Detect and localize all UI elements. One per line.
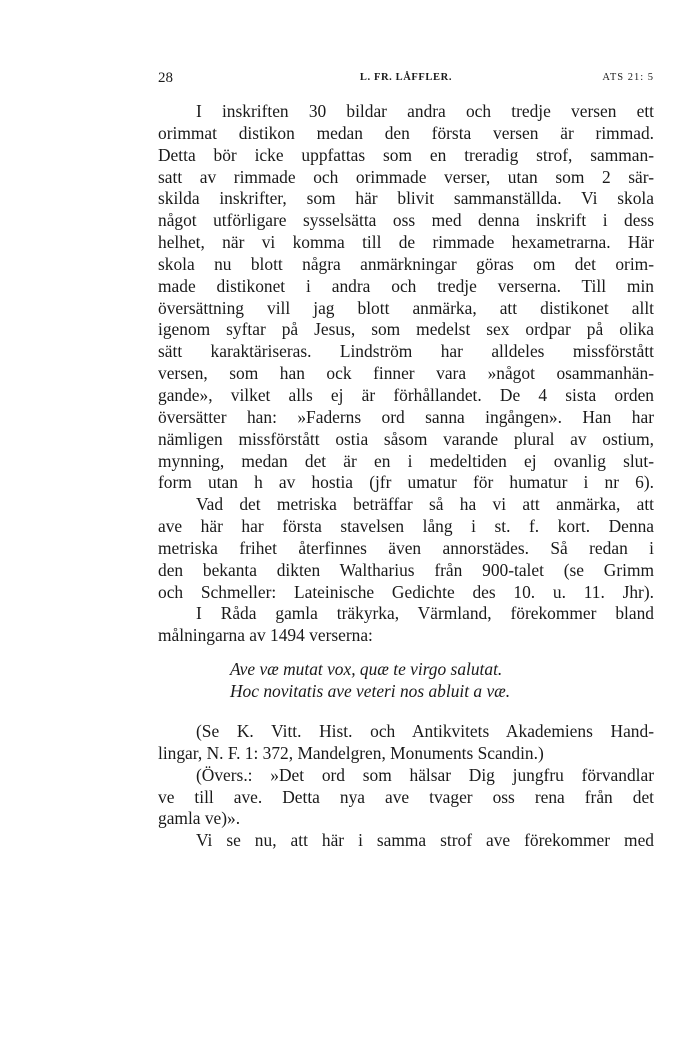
text-line: I inskriften 30 bildar andra och tredje versen ett	[196, 101, 654, 121]
text-line: översättning vill jag blott anmärka, att distikonet allt	[158, 297, 654, 318]
text-line: form utan h av hostia (jfr umatur för humatur i nr 6).	[158, 472, 654, 493]
text-line: ave här har första stavelsen lång i st. f. kort. Denna	[158, 516, 654, 537]
text-line: Detta bör icke uppfattas som en treradig strof, samman-	[158, 144, 654, 165]
text-line: skilda inskrifter, som här blivit sammanställda. Vi skola	[158, 188, 654, 209]
text-line: gande», vilket alls ej är förhållandet. De 4 sista orden	[158, 384, 654, 405]
text-line: målningarna av 1494 verserna:	[158, 625, 373, 646]
text-line: den bekanta dikten Waltharius från 900-talet (se Grimm	[158, 559, 654, 580]
page-header	[158, 70, 654, 90]
text-line: gamla ve)».	[158, 808, 241, 829]
text-line: igenom syftar på Jesus, som medelst sex ordpar på olika	[158, 319, 654, 340]
journal-reference: ATS 21: 5	[602, 72, 654, 83]
text-line: ve till ave. Detta nya ave tvager oss rena från det	[158, 786, 654, 807]
text-line: översätter han: »Faderns ord sanna ingången». Han har	[158, 406, 654, 427]
text-line: versen, som han ock finner vara »något osammanhän-	[158, 363, 654, 384]
running-title: L. FR. LÅFFLER.	[359, 72, 453, 83]
verse-line: Hoc novitatis ave veteri nos abluit a væ.	[230, 681, 511, 702]
text-line: orimmat distikon medan den första versen är rimmad.	[158, 122, 654, 143]
text-line: Vad det metriska beträffar så ha vi att anmärka, att	[196, 494, 654, 515]
page-number: 28	[158, 70, 173, 86]
text-line: något utförligare sysselsätta oss med denna inskrift i dess	[158, 210, 654, 231]
verse-line: Ave væ mutat vox, quæ te virgo salutat.	[230, 659, 503, 680]
text-line: made distikonet i andra och tredje verserna. Till min	[158, 275, 654, 296]
text-line: Vi se nu, att här i samma strof ave förekommer med	[196, 830, 654, 851]
text-line: metriska frihet återfinnes även annorstädes. Så redan i	[158, 537, 654, 558]
text-line: sätt karaktäriseras. Lindström har alldeles missförstått	[158, 341, 654, 362]
text-line: lingar, N. F. 1: 372, Mandelgren, Monuments Scandin.)	[158, 742, 544, 763]
text-line: helhet, när vi komma till de rimmade hexametrarna. Här	[158, 232, 654, 253]
text-line: skola nu blott några anmärkningar göras om det orim-	[158, 253, 654, 274]
text-line: (Övers.: »Det ord som hälsar Dig jungfru förvandlar	[196, 764, 654, 785]
text-line: och Schmeller: Lateinische Gedichte des 10. u. 11. Jhr).	[158, 581, 654, 602]
text-line: I Råda gamla träkyrka, Värmland, förekommer bland	[196, 603, 654, 624]
text-line: mynning, medan det är en i medeltiden ej ovanlig slut-	[158, 450, 654, 471]
text-line: satt av rimmade och orimmade verser, utan som 2 sär-	[158, 166, 654, 187]
page-body	[158, 101, 654, 852]
text-line: (Se K. Vitt. Hist. och Antikvitets Akademiens Hand-	[196, 721, 654, 742]
text-line: nämligen missförstått ostia såsom varande plural av ostium,	[158, 428, 654, 449]
